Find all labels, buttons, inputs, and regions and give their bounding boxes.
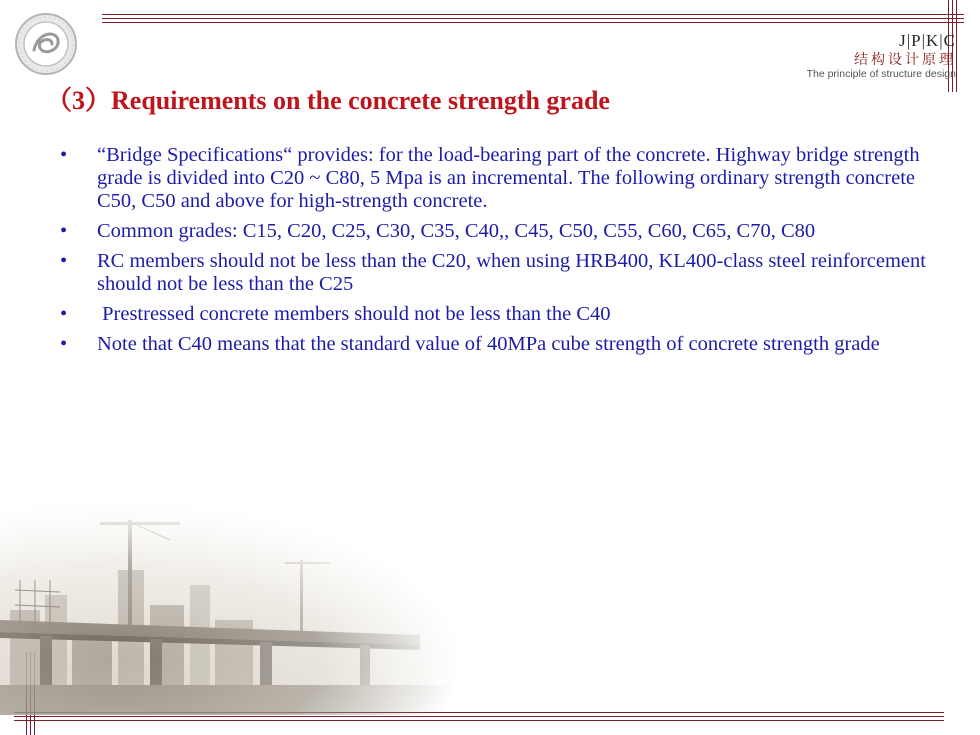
bullet-list	[60, 144, 930, 363]
bottom-frame-line-3	[14, 720, 944, 721]
bullet-text: Common grades: C15, C20, C25, C30, C35, C40,, C45, C50, C55, C60, C65, C70, C80	[97, 220, 816, 242]
brand-block	[784, 32, 956, 80]
top-frame-line-2	[102, 18, 964, 19]
bullet-item	[60, 303, 930, 326]
bridge-construction-photo	[0, 500, 460, 715]
top-frame-line-1	[102, 14, 964, 15]
top-frame-line-3	[102, 22, 964, 23]
brand-chinese-title: 结构设计原理	[854, 52, 956, 68]
right-frame-line-3	[956, 0, 957, 92]
bullet-item	[60, 250, 930, 296]
bullet-marker: •	[60, 303, 68, 325]
bullet-marker: •	[60, 250, 68, 272]
bullet-item	[60, 144, 930, 213]
bullet-text: Prestressed concrete members should not be less than the C40	[97, 303, 611, 325]
bullet-item	[60, 220, 930, 243]
bullet-marker: •	[60, 144, 68, 166]
bullet-marker: •	[60, 333, 68, 355]
bullet-text: “Bridge Specifications“ provides: for the load-bearing part of the concrete. Highway bridge strength grade is divided into C20 ~ C80, 5 Mpa is an incremental. The following ordinary strength concrete C50, C50 and above for high-strength concrete.	[97, 144, 920, 212]
slide-title: （3）Requirements on the concrete strength grade	[46, 86, 610, 115]
bullet-marker: •	[60, 220, 68, 242]
brand-english-subtitle: The principle of structure design	[806, 68, 956, 80]
bullet-item	[60, 333, 930, 356]
university-seal-icon	[14, 12, 78, 76]
bullet-text: RC members should not be less than the C20, when using HRB400, KL400-class steel reinforcement should not be less than the C25	[97, 250, 926, 295]
bullet-text: Note that C40 means that the standard value of 40MPa cube strength of concrete strength grade	[97, 333, 880, 355]
bottom-frame-line-2	[14, 716, 944, 717]
brand-code: J|P|K|C	[899, 31, 956, 50]
